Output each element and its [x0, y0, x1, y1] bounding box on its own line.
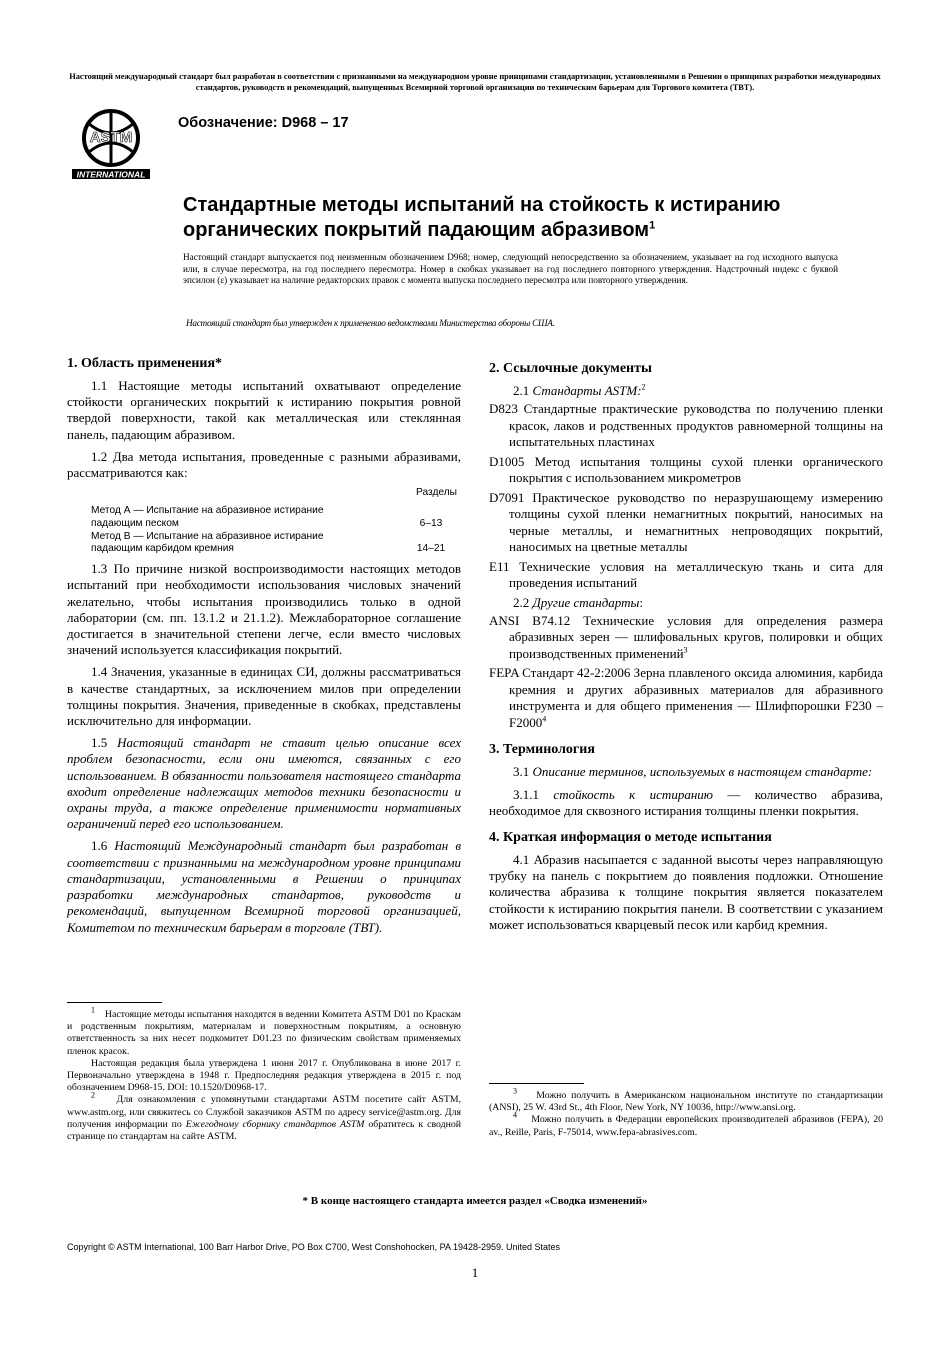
ref-ansi-sup: 3: [683, 645, 688, 655]
para-1-5-num: 1.5: [91, 735, 108, 751]
para-3-1-text: Описание терминов, используемых в настоящем стандарте:: [532, 764, 873, 780]
ref-d1005: D1005 Метод испытания толщины сухой пленки органического покрытия с использованием микрометров: [489, 453, 883, 486]
astm-logo: [67, 108, 155, 180]
footnote-2-text-a: Для ознакомления с упомянутыми стандартами ASTM посетите сайт ASTM, www.astm.org, или свяжитесь со Службой заказчиков ASTM по адресу service@astm.org. Для получения информации по: [67, 1094, 461, 1130]
para-1-4: 1.4 Значения, указанные в единицах СИ, должны рассматриваться в качестве стандартных, за исключением милов при определении толщины покрытия. Значения, приведенные в скобках, представлены исключительно для информации.: [67, 664, 461, 729]
method-a-sections: 6–13: [419, 517, 443, 529]
para-3-1-1-num: 3.1.1: [513, 786, 539, 802]
para-1-5-text: Настоящий стандарт не ставит целью описание всех проблем безопасности, если они имеются, связанных с его использованием. В обязанности пользователя настоящего стандарта входит определение надлежащих методов техники безопасности и охраны труда, а также определение применимости нормативных ограничений перед его использованием.: [67, 735, 461, 832]
logo-international: INTERNATIONAL: [76, 169, 146, 180]
ref-fepa-text: FEPA Стандарт 42-2:2006 Зерна плавленого оксида алюминия, карбида кремния и других абразивных материалов для абразивного инструмента и для общего применения — Шлифпорошки F230 – F2000: [489, 665, 883, 730]
sub-2-1-label: Стандарты ASTM:: [532, 383, 642, 398]
footnote-4: [489, 1111, 884, 1138]
method-b-label: Метод В — Испытание на абразивное истирание падающим карбидом кремния: [91, 530, 324, 555]
footnote-rule: [67, 1002, 162, 1003]
sub-2-1-num: 2.1: [513, 383, 530, 398]
page-title: [183, 193, 883, 243]
method-b-sections: 14–21: [416, 543, 446, 555]
para-3-1-1: [489, 787, 883, 819]
footnote-4-mark: 4: [513, 1111, 517, 1121]
right-column: [489, 360, 883, 939]
para-3-1: [489, 764, 883, 780]
logo-text: ASTM: [89, 129, 133, 146]
footnote-2: [67, 1091, 461, 1143]
para-1-5: [67, 735, 461, 832]
methods-header: Разделы: [416, 487, 457, 499]
summary-note: * В конце настоящего стандарта имеется раздел «Сводка изменений»: [302, 1195, 648, 1207]
methods-table: [67, 487, 461, 555]
para-4-1: 4.1 Абразив насыпается с заданной высоты через направляющую трубку на панель с покрытием до появления подложки. Отношение количества абразива к толщине покрытия является показателем стойкости к истиранию покрытия панели. В соответствии с указанием может использоваться кварцевый песок или карбид кремния.: [489, 852, 883, 932]
para-1-1: 1.1 Настоящие методы испытаний охватывают определение стойкости органических покрытий к истиранию покрытия ровной твердой поверхности, такой как металлическая или стеклянная панель, падающим абразивом.: [67, 378, 461, 442]
section-3-heading: 3. Терминология: [489, 742, 595, 758]
footnote-2-text-b: обратитесь к сводной странице по стандартам на сайте ASTM.: [67, 1118, 461, 1143]
method-b-row: [67, 531, 461, 555]
ref-e11: E11 Технические условия на металлическую ткань и сита для проведения испытаний: [489, 558, 883, 591]
sub-2-2: 2.2 Другие стандарты:: [513, 594, 643, 610]
ref-ansi-text: ANSI B74.12 Технические условия для определения размера абразивных зерен — шлифовальных кругов, полировки и общих производственных применений: [489, 612, 883, 661]
method-a-row: [67, 505, 461, 529]
ref-fepa-sup: 4: [542, 714, 547, 724]
footnote-2-mark: 2: [91, 1091, 95, 1101]
footnote-3-mark: 3: [513, 1086, 517, 1096]
para-1-3: 1.3 По причине низкой воспроизводимости настоящих методов испытаний при необходимости использования числовых значений желательно, чтобы испытания производились только в одной лаборатории (см. пп. 13.1.2 и 21.1.2). Межлабораторное соглашение достигается в значительной степени легче, если вместо числовых значений используется классификация покрытий.: [67, 561, 461, 658]
para-1-2: 1.2 Два метода испытания, проведенные с разными абразивами, рассматриваются как:: [67, 448, 461, 481]
footnote-rule-right: [489, 1083, 584, 1084]
title-footnote-mark: 1: [649, 219, 656, 232]
para-3-1-num: 3.1: [513, 764, 530, 780]
sub-2-1: [489, 383, 883, 399]
footnote-1: [67, 1005, 461, 1058]
footnote-1-text: Настоящие методы испытания находятся в ведении Комитета ASTM D01 по Краскам и родственным покрытиям, материалам и поверхностным покрытиям, а основную ответственность за них несет подкомитет D01.23 по физическим свойствам применяемых пленок красок.: [67, 1009, 461, 1057]
approval-note: Настоящий стандарт был утвержден к применению ведомствами Министерства обороны США.: [186, 318, 555, 328]
footnote-4-text: Можно получить в Федерации европейских производителей абразивов (FEPA), 20 av., Reille, Paris, F-75014, www.fepa-abrasives.com.: [489, 1114, 884, 1138]
page-number: 1: [471, 1265, 479, 1280]
footnote-3-text: Можно получить в Американском национальном институте по стандартизации (ANSI), 25 W. 43rd St., 4th Floor, New York, NY 10036, http://www.ansi.org.: [489, 1090, 883, 1114]
designation: Обозначение: D968 – 17: [178, 115, 349, 131]
top-notice: Настоящий международный стандарт был разработан в соответствии с признанными на международном уровне принципами стандартизации, установленными в Решении о принципах разработки международных стандартов, руководств и рекомендаций, выпущенных Всемирной торговой организации по техническим барьерам для Торгового комитета (ТВТ).: [69, 72, 881, 92]
method-a-label: Метод А — Испытание на абразивное истирание падающим песком: [91, 505, 324, 529]
para-1-6-text: Настоящий Международный стандарт был разработан в соответствии с признанными на международном уровне принципами стандартизации, установленными в Решении о принципах разработки международных стандартов, руководств и рекомендаций, выпущенном Всемирной торговой организацией, Комитетом по техническим барьерам в торговле (ТВТ).: [67, 838, 461, 935]
ref-ansi: [489, 613, 883, 663]
sub-2-2-label: Другие стандарты: [532, 594, 640, 610]
ref-fepa: [489, 665, 883, 731]
footnotes-left: [67, 1002, 461, 1143]
para-3-1-1-term: стойкость к истиранию: [553, 786, 713, 802]
copyright: Copyright © ASTM International, 100 Barr Harbor Drive, PO Box C700, West Conshohocken, PA 19428-2959. United States: [67, 1242, 561, 1252]
ref-d823: D823 Стандартные практические руководства по получению пленки красок, лаков и родственных продуктов равномерной толщины на испытательных пластинах: [489, 401, 883, 450]
ref-d7091: D7091 Практическое руководство по неразрушающему измерению толщины сухой пленки немагнитных покрытий, наносимых на черные металлы, и немагнитных непроводящих покрытий, наносимых на цветные металлы: [489, 489, 883, 555]
para-1-6: [67, 838, 461, 935]
intro-paragraph: Настоящий стандарт выпускается под неизменным обозначением D968; номер, следующий непосредственно за обозначением, указывает на год исходного выпуска или, в случае пересмотра, на год последнего пересмотра. Номер в скобках указывает на год последнего повторного утверждения. Надстрочный индекс с буквой эпсилон (ε) указывает на наличие редакторских правок с момента выпуска последнего пересмотра или повторного утверждения.: [183, 252, 838, 285]
sub-2-2-num: 2.2: [513, 594, 530, 610]
section-2-heading: 2. Ссылочные документы: [489, 361, 652, 376]
left-column: [67, 355, 461, 942]
title-text: Стандартные методы испытаний на стойкость к истиранию органических покрытий падающим абразивом: [183, 194, 781, 241]
footnotes-right: [489, 1083, 883, 1139]
footnote-1-mark: 1: [91, 1005, 95, 1015]
para-3-1-1-text: — количество абразива, необходимое для сквозного истирания толщины пленки покрытия.: [489, 786, 883, 818]
sub-2-1-sup: 2: [641, 382, 646, 392]
footnote-2-text-italic: Ежегодному сборнику стандартов ASTM: [185, 1118, 365, 1130]
footnote-3: [489, 1086, 883, 1114]
section-4-heading: 4. Краткая информация о методе испытания: [489, 830, 772, 846]
footnote-1b: Настоящая редакция была утверждена 1 июня 2017 г. Опубликована в июне 2017 г. Первоначально утверждена в 1948 г. Предпоследняя редакция утверждена в 2015 г. под обозначением D968-15. DOI: 10.1520/D0968-17.: [67, 1057, 461, 1094]
section-1-heading: 1. Область применения*: [67, 356, 223, 371]
para-1-6-num: 1.6: [91, 838, 108, 854]
astm-logo-icon: [67, 108, 155, 180]
